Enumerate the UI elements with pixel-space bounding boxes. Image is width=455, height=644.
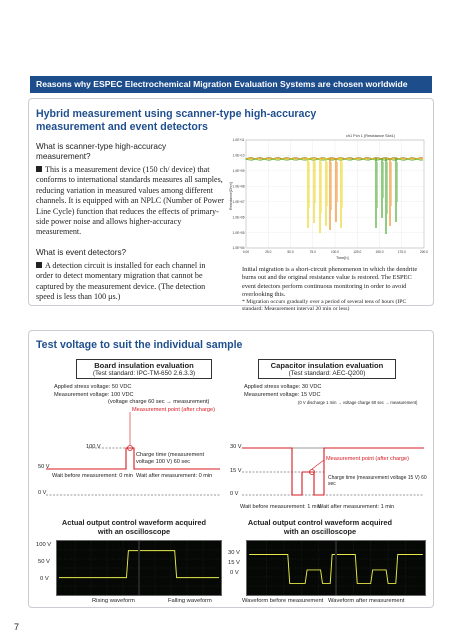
capacitor-standard: (Test standard: AEC-Q200): [288, 370, 366, 377]
capacitor-v30: 30 V: [230, 444, 242, 450]
answer-1: [36, 165, 224, 238]
x-tick-label: 200.0: [420, 250, 428, 254]
x-tick-label: 50.0: [287, 250, 294, 254]
board-wait-before: Wait before measurement: 0 min: [52, 473, 133, 479]
board-falling-label: Falling waveform: [168, 598, 212, 604]
board-osc-v0: 0 V: [40, 576, 49, 582]
y-tick-label: 1.0E+06: [232, 215, 245, 220]
x-tick-label: 175.0: [397, 250, 406, 254]
board-wait-after: Wait after measurement: 0 min: [136, 473, 213, 479]
capacitor-v15: 15 V: [230, 468, 242, 474]
capacitor-measure-arrow: [312, 460, 324, 469]
answer-2-text: A detection circuit is installed for each channel in order to detect momentary migration that cannot be captured by the measurement device. (The detection speed is less than 100 μs.): [36, 261, 206, 302]
capacitor-osc-v30: 30 V: [228, 550, 240, 556]
board-oscilloscope: [56, 540, 222, 596]
chart-ylabel: Resistance[Ohm]: [229, 182, 233, 210]
board-v0: 0 V: [38, 490, 47, 496]
x-tick-label: 0.00: [242, 250, 250, 254]
x-tick-label: 25.0: [265, 250, 272, 254]
capacitor-after-label: Waveform after measurement: [328, 598, 405, 604]
banner-title: Reasons why ESPEC Electrochemical Migration Evaluation Systems are chosen worldwide: [36, 79, 408, 89]
y-tick-label: 1.0E+11: [232, 138, 245, 143]
board-v100: 100 V: [86, 444, 101, 450]
board-title: Board insulation evaluation: [94, 361, 194, 370]
y-tick-label: 1.0E+04: [232, 246, 245, 251]
y-tick-label: 1.0E+08: [232, 184, 245, 189]
capacitor-title: Capacitor insulation evaluation: [270, 361, 384, 370]
chart-caption: [242, 266, 427, 314]
capacitor-before-label: Waveform before measurement: [242, 598, 324, 604]
capacitor-oscilloscope: [246, 540, 426, 596]
page-number: 7: [14, 622, 20, 632]
capacitor-v0: 0 V: [230, 491, 239, 497]
board-point: Measurement point (after charge): [132, 407, 216, 413]
board-v50: 50 V: [38, 464, 50, 470]
bullet-square-icon: [36, 166, 42, 172]
capacitor-eval-box: [258, 359, 396, 379]
question-2: What is event detectors?: [36, 248, 127, 257]
board-osc-title: Actual output control waveform acquired with an oscilloscope: [61, 518, 207, 536]
board-measurement: Measurement voltage: 100 VDC: [54, 392, 134, 398]
board-osc-v50: 50 V: [38, 559, 50, 565]
board-measurement-note: (voltage charge 60 sec → measurement): [108, 399, 210, 405]
capacitor-point: Measurement point (after charge): [326, 456, 410, 462]
resistance-chart: [226, 128, 428, 263]
capacitor-osc-v15: 15 V: [228, 560, 240, 566]
board-charge: Charge time (measurement voltage 100 V) 60 sec: [136, 452, 205, 465]
y-tick-label: 1.0E+07: [232, 199, 245, 204]
y-tick-label: 1.0E+10: [232, 153, 245, 158]
answer-1-text: This is a measurement device (150 ch/ device) that conforms to international standards measures all samples, reducing variation in measured values among different channels. It is equipped with an NPLC (Number of Power Line Cycle) function that reduces the effects of primary-side power noise and allows higher-accuracy measurement.: [36, 165, 224, 237]
capacitor-measurement-note: (0 V discharge 1 min → voltage charge 60 sec → measurement): [298, 400, 418, 405]
y-tick-label: 1.0E+09: [232, 169, 245, 174]
capacitor-wait-after: Wait after measurement: 1 min: [318, 504, 395, 510]
capacitor-measurement: Measurement voltage: 15 VDC: [244, 392, 321, 398]
board-rising-trace: [59, 551, 138, 578]
board-osc-v100: 100 V: [36, 542, 52, 548]
answer-2: [36, 261, 224, 303]
bullet-square-icon: [36, 262, 42, 268]
capacitor-osc-title: Actual output control waveform acquired with an oscilloscope: [247, 518, 393, 536]
capacitor-charge: Charge time (measurement voltage 15 V) 60 sec: [328, 475, 427, 488]
caption-text: Initial migration is a short-circuit phenomenon in which the dendrite burns out and the original resistance value is restored. The ESPEC event detectors perform continuous monitoring in order to avoid overlooking this.: [242, 266, 418, 298]
y-tick-label: 1.0E+05: [232, 230, 245, 235]
board-standard: (Test standard: IPC-TM-650 2.6.3.3): [92, 370, 196, 377]
board-falling-trace: [140, 551, 219, 578]
x-tick-label: 100.0: [331, 250, 339, 254]
x-tick-label: 75.0: [309, 250, 316, 254]
section1-heading: Hybrid measurement using scanner-type high-accuracy measurement and event detectors: [36, 108, 317, 133]
capacitor-applied: Applied stress voltage: 30 VDC: [244, 384, 322, 390]
capacitor-osc-v0: 0 V: [230, 570, 239, 576]
chart-legend: ch1 Pch 1 (Resistance Slot1): [346, 134, 395, 138]
board-rising-label: Rising waveform: [92, 598, 135, 604]
board-eval-box: [76, 359, 212, 379]
capacitor-wait-before: Wait before measurement: 1 min: [240, 504, 321, 510]
x-tick-label: 125.0: [353, 250, 362, 254]
section-banner: [30, 76, 432, 93]
section2-heading: Test voltage to suit the individual sample: [36, 339, 243, 351]
board-applied: Applied stress voltage: 50 VDC: [54, 384, 132, 390]
question-1: What is scanner-type high-accuracy measurement?: [36, 142, 167, 162]
caption-note: * Migration occurs gradually over a period of several tens of hours (IPC standard: Measurement interval 20 min or less): [242, 299, 407, 313]
chart-xlabel: Time[h]: [336, 256, 349, 260]
x-tick-label: 150.0: [375, 250, 384, 254]
